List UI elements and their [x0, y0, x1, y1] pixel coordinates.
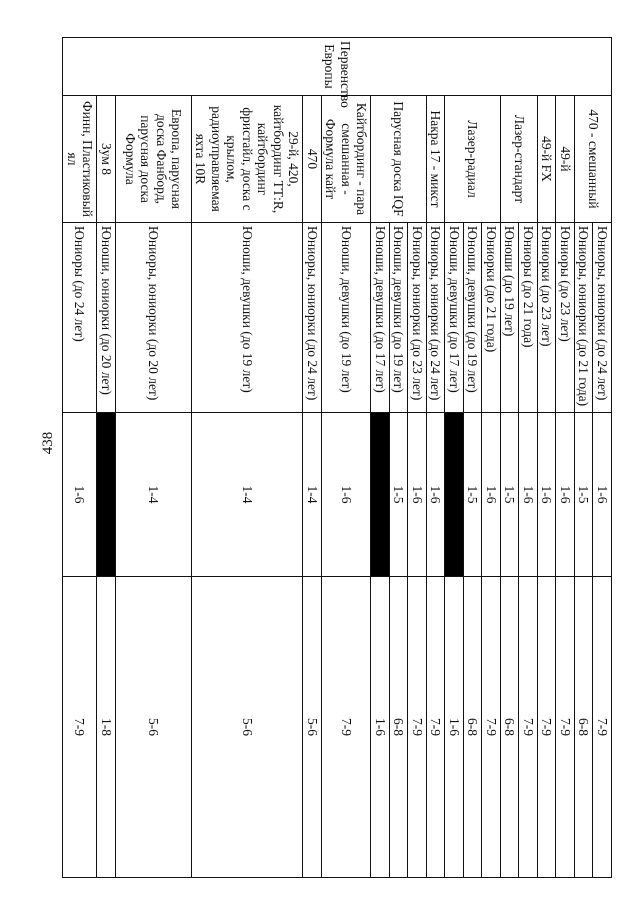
boat-cell: 470 - смешанный — [574, 96, 611, 223]
range-b-cell: 7-9 — [537, 577, 556, 878]
category-cell: Юниорки (до 21 года) — [482, 223, 501, 413]
category-cell: Юниоры, юниорки (до 24 лет) — [303, 223, 322, 413]
category-cell: Юниоры (до 23 лет) — [556, 223, 575, 413]
range-b-cell: 6-8 — [574, 577, 593, 878]
rotated-table-container — [64, 37, 612, 877]
range-a-cell: 1-6 — [482, 413, 501, 577]
range-a-cell: 1-5 — [389, 413, 408, 577]
results-table — [62, 37, 612, 878]
category-cell: Юниоры, юниорки (до 24 лет) — [593, 223, 612, 413]
boat-cell: 49-й FX — [537, 96, 556, 223]
category-cell: Юноши, девушки (до 19 лет) — [389, 223, 408, 413]
boat-cell: Кайтбординг - пара смешанная - Формула кайт — [321, 96, 371, 223]
range-b-cell: 5-6 — [191, 577, 303, 878]
category-cell: Юноши, девушки (до 17 лет) — [371, 223, 390, 413]
boat-cell: Парусная доска IQF — [371, 96, 427, 223]
range-b-cell: 7-9 — [593, 577, 612, 878]
boat-cell: Лазер-стандарт — [500, 96, 537, 223]
category-cell: Юниоры (до 21 года) — [519, 223, 538, 413]
category-cell: Юниоры, юниорки (до 24 лет) — [426, 223, 445, 413]
table-row — [321, 38, 371, 878]
table-row — [97, 38, 116, 878]
redacted-cell — [445, 413, 464, 577]
boat-cell: 470 — [303, 96, 322, 223]
range-b-cell: 1-6 — [371, 577, 390, 878]
range-a-cell: 1-5 — [463, 413, 482, 577]
page-number: 438 — [40, 431, 56, 455]
range-a-cell: 1-6 — [63, 413, 97, 577]
range-a-cell: 1-6 — [426, 413, 445, 577]
table-row — [482, 38, 501, 878]
range-a-cell: 1-6 — [593, 413, 612, 577]
range-b-cell: 7-9 — [63, 577, 97, 878]
boat-cell: Накра 17 - микст — [426, 96, 445, 223]
category-cell: Юниоры, юниорки (до 23 лет) — [408, 223, 427, 413]
boat-cell: Лазер-радиал — [445, 96, 501, 223]
boat-cell: Финн, Пластиковый ял — [63, 96, 97, 223]
category-cell: Юноши, девушки (до 19 лет) — [463, 223, 482, 413]
table-row — [303, 38, 322, 878]
table-row — [537, 38, 556, 878]
range-b-cell: 1-8 — [97, 577, 116, 878]
range-b-cell: 7-9 — [426, 577, 445, 878]
table-row — [191, 38, 303, 878]
category-cell: Юниорки (до 23 лет) — [537, 223, 556, 413]
range-b-cell: 7-9 — [321, 577, 371, 878]
range-a-cell: 1-6 — [537, 413, 556, 577]
boat-cell: Европа, парусная доска Фанборд, парусная доска Формула — [115, 96, 191, 223]
range-a-cell: 1-6 — [519, 413, 538, 577]
range-a-cell: 1-4 — [115, 413, 191, 577]
category-cell: Юниоры, юниорки (до 20 лет) — [115, 223, 191, 413]
boat-cell: 49-й — [556, 96, 575, 223]
category-cell: Юноши, девушки (до 17 лет) — [445, 223, 464, 413]
table-row — [556, 38, 575, 878]
category-cell: Юниоры (до 24 лет) — [63, 223, 97, 413]
range-a-cell: 1-5 — [500, 413, 519, 577]
range-a-cell: 1-4 — [303, 413, 322, 577]
redacted-cell — [371, 413, 390, 577]
table-row — [63, 38, 97, 878]
table-row — [426, 38, 445, 878]
category-cell: Юноши, юниорки (до 20 лет) — [97, 223, 116, 413]
range-b-cell: 7-9 — [482, 577, 501, 878]
boat-cell: Зум 8 — [97, 96, 116, 223]
range-a-cell: 1-5 — [574, 413, 593, 577]
range-b-cell: 7-9 — [556, 577, 575, 878]
range-a-cell: 1-6 — [321, 413, 371, 577]
range-b-cell: 7-9 — [408, 577, 427, 878]
range-b-cell: 6-8 — [389, 577, 408, 878]
range-b-cell: 6-8 — [463, 577, 482, 878]
range-b-cell: 6-8 — [500, 577, 519, 878]
table-row — [115, 38, 191, 878]
range-a-cell: 1-6 — [408, 413, 427, 577]
category-cell: Юноши, девушки (до 19 лет) — [321, 223, 371, 413]
boat-cell: 29-й, 420, кайтбординг ТТ:R, кайтбординг фристайл, доска с крылом, радиоуправляемая яхта 10R — [191, 96, 303, 223]
table-row — [593, 38, 612, 878]
category-cell: Юноши, девушки (до 19 лет) — [191, 223, 303, 413]
range-b-cell: 7-9 — [519, 577, 538, 878]
category-cell: Юноши (до 19 лет) — [500, 223, 519, 413]
range-a-cell: 1-4 — [191, 413, 303, 577]
category-cell: Юниоры, юниорки (до 21 года) — [574, 223, 593, 413]
table-row — [519, 38, 538, 878]
table-row — [408, 38, 427, 878]
range-b-cell: 5-6 — [303, 577, 322, 878]
redacted-cell — [97, 413, 116, 577]
range-b-cell: 5-6 — [115, 577, 191, 878]
range-b-cell: 1-6 — [445, 577, 464, 878]
event-cell: Первенство Европы — [63, 38, 612, 96]
range-a-cell: 1-6 — [556, 413, 575, 577]
